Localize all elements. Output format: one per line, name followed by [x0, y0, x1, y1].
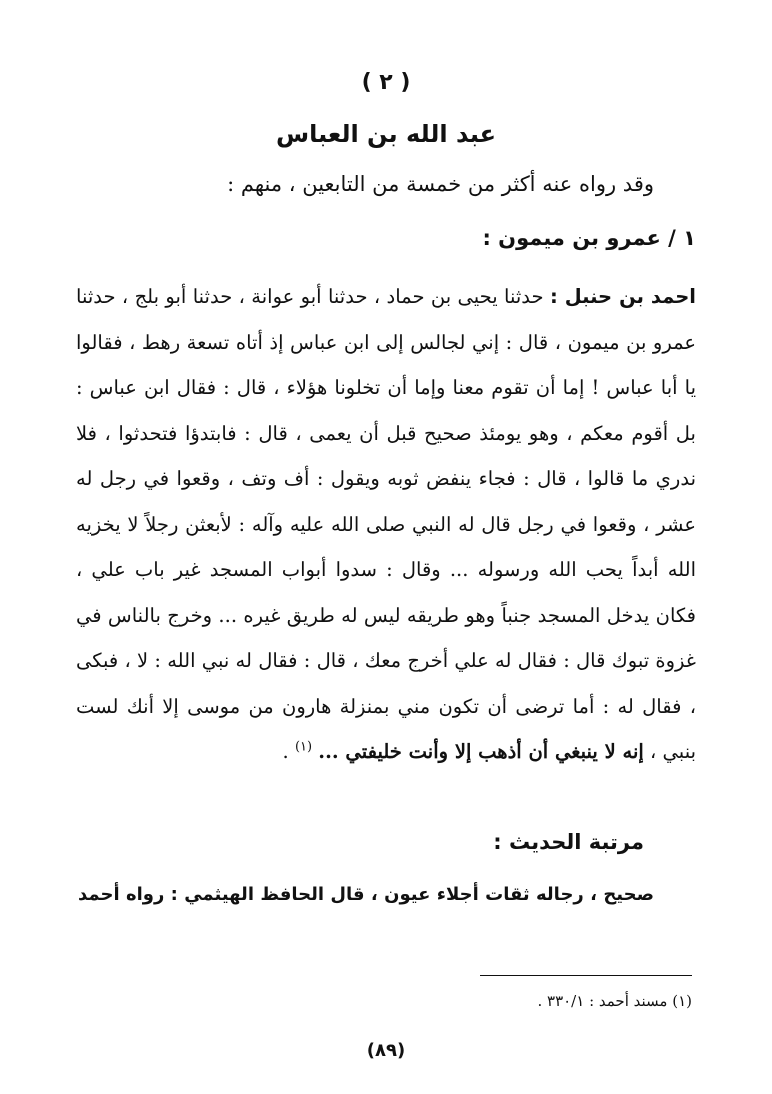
source-name: احمد بن حنبل :	[549, 285, 696, 308]
narrator-heading: ١ / عمرو بن ميمون :	[482, 226, 696, 250]
hadith-text: حدثنا يحيى بن حماد ، حدثنا أبو عوانة ، حدثنا أبو بلج ، حدثنا عمرو بن ميمون ، قال : إني لجالس إلى ابن عباس إذ أتاه تسعة رهط ، فقالوا يا أبا عباس ! إما أن تقوم معنا وإما أن تخلونا هؤلاء ، قال : فقال ابن عباس : بل أقوم معكم ، وهو يومئذ صحيح قبل أن يعمى ، قال : فابتدؤا فتحدثوا ، فلا ندري ما قالوا ، قال : فجاء ينفض ثوبه ويقول : أف وتف ، وقعوا في رجل له عشر ، وقعوا في رجل قال له النبي صلى الله عليه وآله : لأبعثن رجلاً لا يخزيه الله أبداً يحب الله ورسوله ... وقال : سدوا أبواب المسجد غير باب علي ، فكان يدخل المسجد جنباً وهو طريقه ليس له طريق غيره ... وخرج بالناس في غزوة تبوك قال : فقال له علي أخرج معك ، قال : فقال له نبي الله : لا ، فبكى ، فقال له : أما ترضى أن تكون مني بمنزلة هارون من موسى إلا أنك لست بنبي ،	[76, 285, 696, 763]
grade-text: صحيح ، رجاله ثقات أجلاء عيون ، قال الحافظ الهيثمي : رواه أحمد	[78, 884, 654, 905]
page-number: (٨٩)	[366, 1040, 406, 1061]
footnote-divider	[480, 975, 692, 976]
hadith-bold-ending: إنه لا ينبغي أن أذهب إلا وأنت خليفتي ...	[318, 740, 644, 763]
intro-line: وقد رواه عنه أكثر من خمسة من التابعين ، منهم :	[227, 172, 654, 196]
hadith-tail: .	[282, 740, 295, 763]
footnote: (١) مسند أحمد : ٣٣٠/١ .	[537, 992, 692, 1010]
hadith-body	[76, 274, 696, 775]
section-number: ( ٢ )	[361, 70, 411, 95]
page-title: عبد الله بن العباس	[275, 120, 497, 148]
footnote-ref[interactable]: (١)	[294, 739, 313, 755]
grade-heading: مرتبة الحديث :	[493, 830, 644, 854]
